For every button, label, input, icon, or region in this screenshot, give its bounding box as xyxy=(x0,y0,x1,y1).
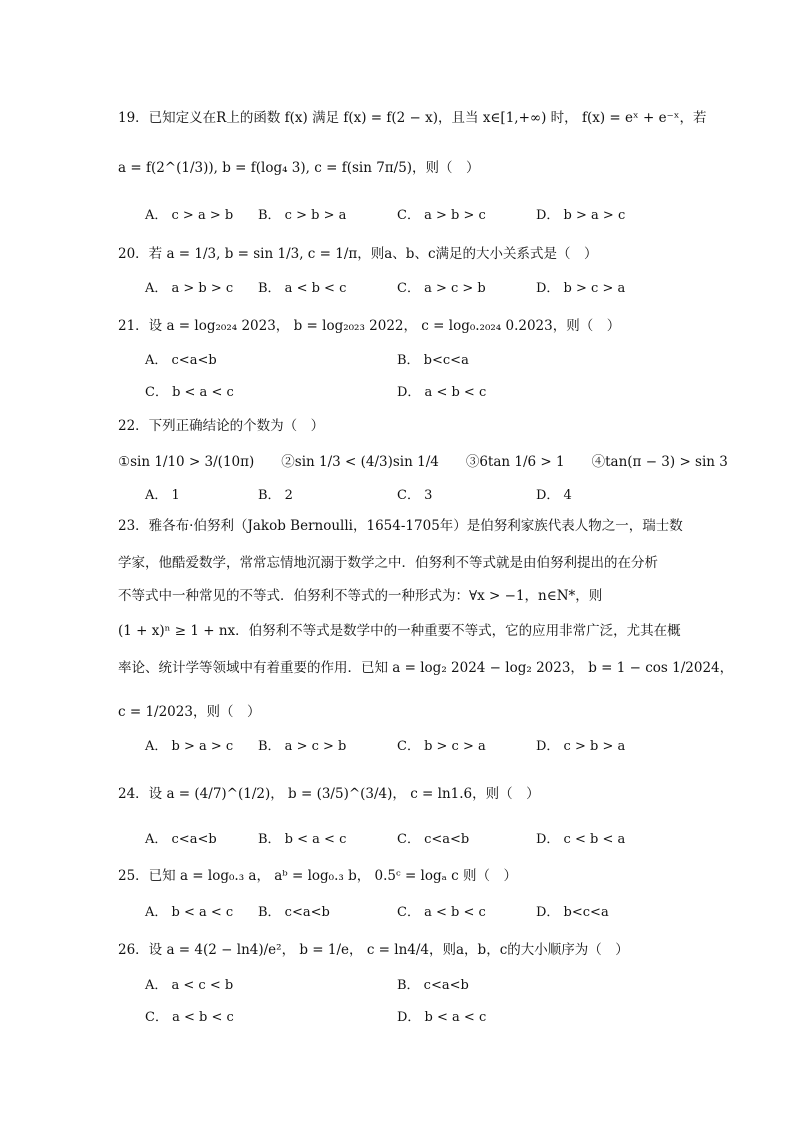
answer-option-q23-B: B． a > c > b xyxy=(258,739,347,754)
answer-option-q22-D: D． 4 xyxy=(536,488,572,503)
answer-option-q26-A: A． a < c < b xyxy=(145,978,234,993)
answer-option-q26-D: D． b < a < c xyxy=(397,1010,487,1025)
answer-option-q20-A: A． a > b > c xyxy=(145,281,234,296)
answer-option-q25-A: A． b < a < c xyxy=(145,905,234,920)
question-line-q20-l1: 20．若 a = 1/3, b = sin 1/3, c = 1/π，则a、b、c满足的大小关系式是（ ） xyxy=(118,246,598,262)
answer-option-q26-C: C． a < b < c xyxy=(145,1010,234,1025)
answer-option-q20-C: C． a > c > b xyxy=(397,281,486,296)
answer-option-q25-D: D． b<c<a xyxy=(536,905,609,920)
answer-option-q23-A: A． b > a > c xyxy=(145,739,234,754)
question-line-q26-l1: 26．设 a = 4(2 − ln4)/e²， b = 1/e， c = ln4/4，则a，b，c的大小顺序为（ ） xyxy=(118,942,629,958)
question-line-q21-l1: 21．设 a = log₂₀₂₄ 2023， b = log₂₀₂₃ 2022， c = log₀.₂₀₂₄ 0.2023，则（ ） xyxy=(118,318,621,334)
question-line-q23-l5: 率论、统计学等领域中有着重要的作用．已知 a = log₂ 2024 − log₂ 2023， b = 1 − cos 1/2024， xyxy=(118,660,734,676)
question-line-q23-l6: c = 1/2023，则（ ） xyxy=(118,704,261,720)
answer-option-q24-A: A． c<a<b xyxy=(145,832,217,847)
answer-option-q25-C: C． a < b < c xyxy=(397,905,486,920)
question-line-q23-l2: 学家，他酷爱数学，常常忘情地沉溺于数学之中．伯努利不等式就是由伯努利提出的在分析 xyxy=(118,555,658,571)
answer-option-q19-C: C． a > b > c xyxy=(397,208,486,223)
answer-option-q19-B: B． c > b > a xyxy=(258,208,347,223)
question-line-q22-l1: 22．下列正确结论的个数为（ ） xyxy=(118,418,325,434)
answer-option-q25-B: B． c<a<b xyxy=(258,905,330,920)
answer-option-q26-B: B． c<a<b xyxy=(397,978,469,993)
question-line-q25-l1: 25．已知 a = log₀.₃ a， aᵇ = log₀.₃ b， 0.5ᶜ = logₐ c 则（ ） xyxy=(118,868,517,884)
question-line-q19-l1: 19．已知定义在R上的函数 f(x) 满足 f(x) = f(2 − x)，且当 x∈[1,+∞) 时， f(x) = eˣ + e⁻ˣ，若 xyxy=(118,110,707,126)
answer-option-q21-C: C． b < a < c xyxy=(145,385,234,400)
question-line-q23-l4: (1 + x)ⁿ ≥ 1 + nx．伯努利不等式是数学中的一种重要不等式，它的应用非常广泛，尤其在概 xyxy=(118,623,681,639)
answer-option-q24-B: B． b < a < c xyxy=(258,832,347,847)
answer-option-q24-C: C． c<a<b xyxy=(397,832,470,847)
answer-option-q22-C: C． 3 xyxy=(397,488,433,503)
answer-option-q22-B: B． 2 xyxy=(258,488,293,503)
answer-option-q21-D: D． a < b < c xyxy=(397,385,487,400)
answer-option-q23-D: D． c > b > a xyxy=(536,739,626,754)
question-line-q24-l1: 24．设 a = (4/7)^(1/2)， b = (3/5)^(3/4)， c = ln1.6，则（ ） xyxy=(118,786,540,802)
answer-option-q20-D: D． b > c > a xyxy=(536,281,626,296)
question-line-q22-l2: ①sin 1/10 > 3/(10π) ②sin 1/3 < (4/3)sin 1/4 ③6tan 1/6 > 1 ④tan(π − 3) > sin 3 xyxy=(118,454,728,470)
answer-option-q19-D: D． b > a > c xyxy=(536,208,626,223)
question-line-q23-l3: 不等式中一种常见的不等式．伯努利不等式的一种形式为：∀x > −1，n∈N*，则 xyxy=(118,588,603,604)
answer-option-q23-C: C． b > c > a xyxy=(397,739,486,754)
question-line-q19-l2: a = f(2^(1/3)), b = f(log₄ 3), c = f(sin 7π/5)，则（ ） xyxy=(118,160,480,176)
answer-option-q22-A: A． 1 xyxy=(145,488,180,503)
answer-option-q21-B: B． b<c<a xyxy=(397,353,469,368)
answer-option-q20-B: B． a < b < c xyxy=(258,281,347,296)
answer-option-q24-D: D． c < b < a xyxy=(536,832,626,847)
question-line-q23-l1: 23．雅各布·伯努利（Jakob Bernoulli，1654-1705年）是伯努利家族代表人物之一，瑞士数 xyxy=(118,518,683,534)
answer-option-q21-A: A． c<a<b xyxy=(145,353,217,368)
answer-option-q19-A: A． c > a > b xyxy=(145,208,234,223)
